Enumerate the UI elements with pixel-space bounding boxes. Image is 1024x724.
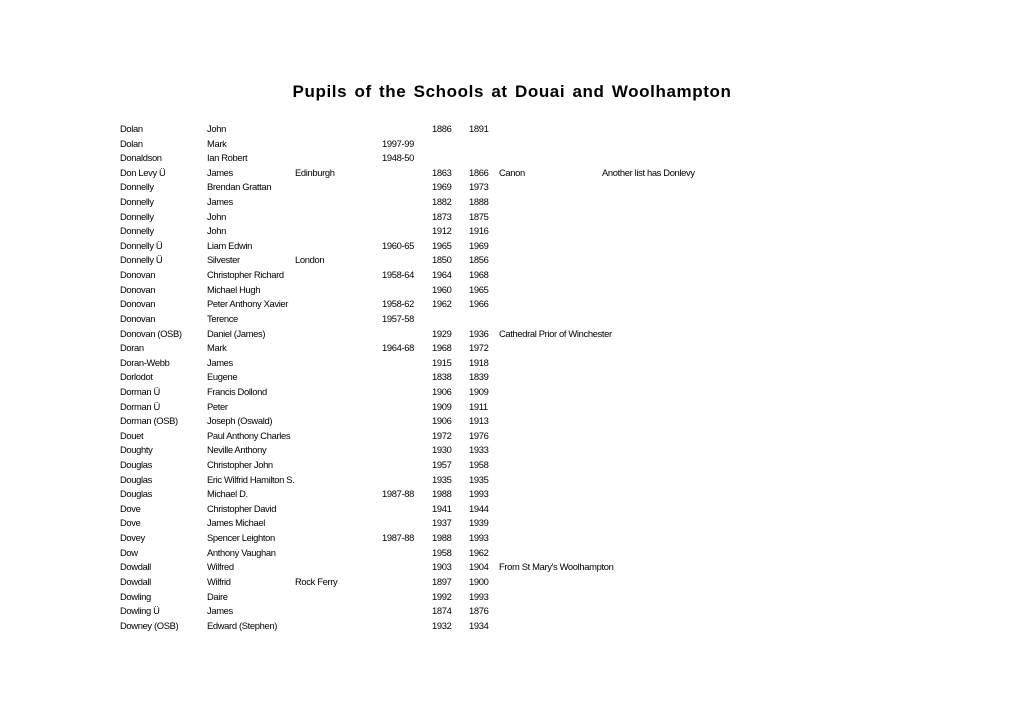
year-from-cell: 1972	[432, 429, 452, 441]
first-name-cell: James	[207, 605, 233, 617]
first-name-cell: John	[207, 210, 226, 222]
first-name-cell: Paul Anthony Charles	[207, 429, 291, 441]
table-row	[0, 619, 1024, 634]
table-row	[0, 195, 1024, 210]
surname-cell: Downey (OSB)	[120, 619, 179, 631]
surname-cell: Donaldson	[120, 152, 162, 164]
surname-cell: Dovey	[120, 532, 145, 544]
surname-cell: Dowling Ü	[120, 605, 160, 617]
year-to-cell: 1936	[469, 327, 489, 339]
surname-cell: Douglas	[120, 473, 152, 485]
first-name-cell: Anthony Vaughan	[207, 546, 276, 558]
year-from-cell: 1903	[432, 561, 452, 573]
note-cell: Cathedral Prior of Winchester	[499, 327, 612, 339]
year-to-cell: 1962	[469, 546, 489, 558]
table-row	[0, 312, 1024, 327]
table-row	[0, 560, 1024, 575]
surname-cell: Donovan (OSB)	[120, 327, 182, 339]
year-from-cell: 1930	[432, 444, 452, 456]
year-to-cell: 1993	[469, 590, 489, 602]
table-row	[0, 122, 1024, 137]
year-to-cell: 1911	[469, 400, 488, 412]
year-to-cell: 1916	[469, 225, 489, 237]
year-from-cell: 1992	[432, 590, 452, 602]
first-name-cell: Christopher Richard	[207, 269, 284, 281]
table-row	[0, 473, 1024, 488]
year-to-cell: 1839	[469, 371, 489, 383]
table-row	[0, 487, 1024, 502]
year-from-cell: 1988	[432, 488, 452, 500]
year-to-cell: 1900	[469, 575, 489, 587]
prep-years-cell: 1997-99	[382, 137, 414, 149]
table-row	[0, 356, 1024, 371]
surname-cell: Doran-Webb	[120, 356, 170, 368]
prep-years-cell: 1987-88	[382, 488, 414, 500]
surname-cell: Donovan	[120, 283, 156, 295]
year-to-cell: 1935	[469, 473, 489, 485]
place-cell: Rock Ferry	[295, 575, 338, 587]
table-row	[0, 575, 1024, 590]
surname-cell: Dowdall	[120, 575, 151, 587]
year-to-cell: 1856	[469, 254, 489, 266]
surname-cell: Dove	[120, 517, 141, 529]
year-to-cell: 1939	[469, 517, 489, 529]
year-to-cell: 1965	[469, 283, 489, 295]
first-name-cell: Michael Hugh	[207, 283, 261, 295]
year-to-cell: 1909	[469, 385, 489, 397]
year-from-cell: 1968	[432, 342, 452, 354]
year-to-cell: 1958	[469, 459, 489, 471]
surname-cell: Dolan	[120, 123, 143, 134]
page-title: Pupils of the Schools at Douai and Woolhampton	[292, 82, 732, 101]
surname-cell: Dowdall	[120, 561, 151, 573]
table-row	[0, 151, 1024, 166]
table-row	[0, 546, 1024, 561]
extra-note-cell: Another list has Donlevy	[602, 166, 695, 178]
surname-cell: Dorman Ü	[120, 385, 160, 397]
table-row	[0, 590, 1024, 605]
table-row	[0, 283, 1024, 298]
table-row	[0, 458, 1024, 473]
prep-years-cell: 1958-64	[382, 269, 414, 281]
year-from-cell: 1937	[432, 517, 452, 529]
first-name-cell: Daniel (James)	[207, 327, 266, 339]
first-name-cell: James	[207, 196, 233, 208]
table-row	[0, 400, 1024, 415]
table-row	[0, 341, 1024, 356]
first-name-cell: Mark	[207, 137, 227, 149]
first-name-cell: John	[207, 123, 226, 134]
year-from-cell: 1882	[432, 196, 452, 208]
year-from-cell: 1915	[432, 356, 452, 368]
surname-cell: Donnelly Ü	[120, 239, 163, 251]
year-from-cell: 1838	[432, 371, 452, 383]
surname-cell: Donnelly	[120, 225, 154, 237]
year-from-cell: 1935	[432, 473, 452, 485]
year-to-cell: 1973	[469, 181, 489, 193]
surname-cell: Doughty	[120, 444, 153, 456]
prep-years-cell: 1964-68	[382, 342, 414, 354]
year-from-cell: 1909	[432, 400, 452, 412]
first-name-cell: James	[207, 356, 233, 368]
table-row	[0, 297, 1024, 312]
year-from-cell: 1886	[432, 123, 452, 134]
table-row	[0, 210, 1024, 225]
surname-cell: Don Levy Ü	[120, 166, 166, 178]
year-from-cell: 1988	[432, 532, 452, 544]
first-name-cell: Ian Robert	[207, 152, 248, 164]
year-from-cell: 1929	[432, 327, 452, 339]
table-row	[0, 370, 1024, 385]
table-row	[0, 502, 1024, 517]
first-name-cell: Edward (Stephen)	[207, 619, 277, 631]
year-from-cell: 1873	[432, 210, 452, 222]
table-row	[0, 224, 1024, 239]
year-to-cell: 1934	[469, 619, 489, 631]
first-name-cell: Liam Edwin	[207, 239, 252, 251]
year-from-cell: 1850	[432, 254, 452, 266]
surname-cell: Dove	[120, 502, 141, 514]
surname-cell: Donovan	[120, 298, 156, 310]
first-name-cell: Peter Anthony Xavier	[207, 298, 289, 310]
first-name-cell: Wilfrid	[207, 575, 231, 587]
year-to-cell: 1972	[469, 342, 489, 354]
pupil-list	[0, 122, 1024, 633]
surname-cell: Doran	[120, 342, 144, 354]
table-row	[0, 268, 1024, 283]
year-to-cell: 1968	[469, 269, 489, 281]
first-name-cell: Joseph (Oswald)	[207, 415, 273, 427]
first-name-cell: Daire	[207, 590, 228, 602]
year-to-cell: 1904	[469, 561, 489, 573]
year-from-cell: 1897	[432, 575, 452, 587]
year-from-cell: 1965	[432, 239, 452, 251]
year-from-cell: 1957	[432, 459, 452, 471]
year-from-cell: 1969	[432, 181, 452, 193]
surname-cell: Donnelly	[120, 196, 154, 208]
surname-cell: Dow	[120, 546, 138, 558]
year-to-cell: 1888	[469, 196, 489, 208]
table-row	[0, 239, 1024, 254]
year-to-cell: 1913	[469, 415, 489, 427]
year-to-cell: 1993	[469, 488, 489, 500]
year-to-cell: 1891	[469, 123, 489, 134]
first-name-cell: Neville Anthony	[207, 444, 267, 456]
first-name-cell: James Michael	[207, 517, 265, 529]
prep-years-cell: 1958-62	[382, 298, 414, 310]
surname-cell: Donovan	[120, 312, 156, 324]
first-name-cell: Silvester	[207, 254, 240, 266]
year-from-cell: 1960	[432, 283, 452, 295]
year-from-cell: 1941	[432, 502, 452, 514]
surname-cell: Donnelly Ü	[120, 254, 163, 266]
surname-cell: Donovan	[120, 269, 156, 281]
surname-cell: Dowling	[120, 590, 151, 602]
year-to-cell: 1875	[469, 210, 489, 222]
year-from-cell: 1906	[432, 385, 452, 397]
year-to-cell: 1969	[469, 239, 489, 251]
year-to-cell: 1933	[469, 444, 489, 456]
surname-cell: Douglas	[120, 459, 152, 471]
place-cell: London	[295, 254, 325, 266]
surname-cell: Dorlodot	[120, 371, 153, 383]
first-name-cell: Christopher John	[207, 459, 273, 471]
table-row	[0, 166, 1024, 181]
table-row	[0, 531, 1024, 546]
note-cell: Canon	[499, 166, 525, 178]
year-to-cell: 1944	[469, 502, 489, 514]
first-name-cell: Wilfred	[207, 561, 234, 573]
prep-years-cell: 1948-50	[382, 152, 414, 164]
surname-cell: Douglas	[120, 488, 152, 500]
surname-cell: Dorman Ü	[120, 400, 160, 412]
surname-cell: Douet	[120, 429, 144, 441]
surname-cell: Donnelly	[120, 181, 154, 193]
first-name-cell: Eric Wilfrid Hamilton S.	[207, 473, 295, 485]
year-to-cell: 1976	[469, 429, 489, 441]
table-row	[0, 429, 1024, 444]
first-name-cell: Eugene	[207, 371, 238, 383]
first-name-cell: Mark	[207, 342, 227, 354]
table-row	[0, 327, 1024, 342]
table-row	[0, 137, 1024, 152]
first-name-cell: Christopher David	[207, 502, 277, 514]
year-to-cell: 1966	[469, 298, 489, 310]
first-name-cell: Michael D.	[207, 488, 248, 500]
table-row	[0, 443, 1024, 458]
year-from-cell: 1874	[432, 605, 452, 617]
table-row	[0, 253, 1024, 268]
first-name-cell: Spencer Leighton	[207, 532, 275, 544]
prep-years-cell: 1987-88	[382, 532, 414, 544]
surname-cell: Donnelly	[120, 210, 154, 222]
first-name-cell: James	[207, 166, 233, 178]
first-name-cell: Brendan Grattan	[207, 181, 272, 193]
surname-cell: Dolan	[120, 137, 143, 149]
surname-cell: Dorman (OSB)	[120, 415, 178, 427]
year-from-cell: 1932	[432, 619, 452, 631]
first-name-cell: John	[207, 225, 226, 237]
year-from-cell: 1962	[432, 298, 452, 310]
year-from-cell: 1964	[432, 269, 452, 281]
year-from-cell: 1863	[432, 166, 452, 178]
table-row	[0, 604, 1024, 619]
first-name-cell: Terence	[207, 312, 238, 324]
year-to-cell: 1876	[469, 605, 489, 617]
note-cell: From St Mary's Woolhampton	[499, 561, 614, 573]
year-from-cell: 1912	[432, 225, 452, 237]
prep-years-cell: 1960-65	[382, 239, 414, 251]
first-name-cell: Peter	[207, 400, 228, 412]
year-to-cell: 1866	[469, 166, 489, 178]
prep-years-cell: 1957-58	[382, 312, 414, 324]
table-row	[0, 385, 1024, 400]
year-from-cell: 1906	[432, 415, 452, 427]
place-cell: Edinburgh	[295, 166, 335, 178]
table-row	[0, 180, 1024, 195]
year-from-cell: 1958	[432, 546, 452, 558]
first-name-cell: Francis Dollond	[207, 385, 267, 397]
table-row	[0, 414, 1024, 429]
table-row	[0, 516, 1024, 531]
year-to-cell: 1993	[469, 532, 489, 544]
year-to-cell: 1918	[469, 356, 489, 368]
